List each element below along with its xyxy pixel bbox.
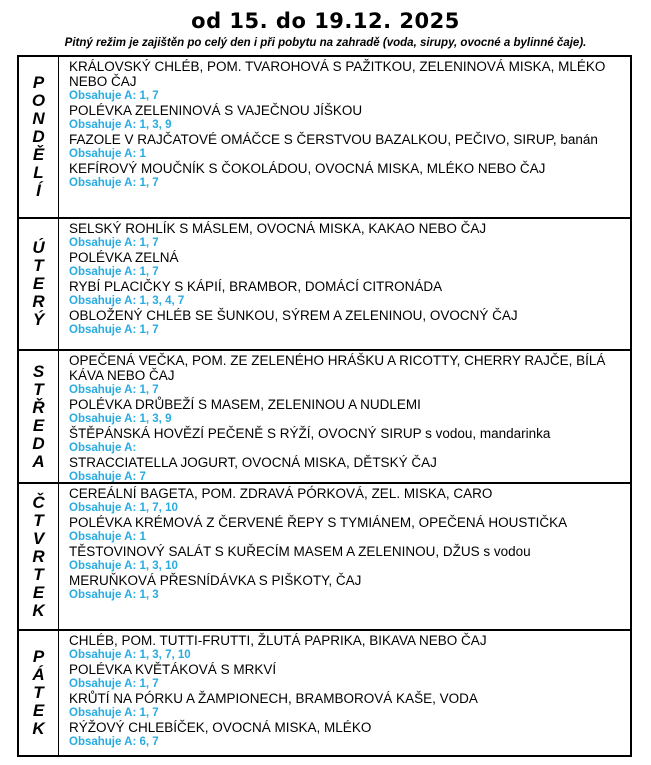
meal-item: POLÉVKA KRÉMOVÁ Z ČERVENÉ ŘEPY S TYMIÁNEM, OPEČENÁ HOUSTIČKA bbox=[69, 515, 568, 530]
allergen-note: Obsahuje A: 1, 7 bbox=[69, 266, 159, 278]
day-letter: K bbox=[32, 600, 45, 620]
day-label-patek bbox=[19, 631, 59, 755]
meals-pondeli bbox=[59, 57, 630, 217]
day-letter: D bbox=[32, 433, 45, 453]
drinks-regime-note: Pitný režim je zajištěn po celý den i při pobytu na zahradě (voda, sirupy, ovocné a bylinné čaje). bbox=[64, 37, 587, 49]
meal-item: FAZOLE V RAJČATOVÉ OMÁČCE S ČERSTVOU BAZALKOU, PEČIVO, SIRUP, banán bbox=[69, 132, 598, 147]
day-letter: E bbox=[32, 274, 45, 293]
meal-item: POLÉVKA ZELENINOVÁ S VAJEČNOU JÍŠKOU bbox=[69, 103, 363, 118]
allergen-note: Obsahuje A: 1, 7 bbox=[69, 90, 159, 102]
meals-ctvrtek bbox=[59, 484, 630, 629]
day-label-utery bbox=[19, 219, 59, 349]
allergen-note: Obsahuje A: 1, 7 bbox=[69, 324, 159, 336]
meal-item: POLÉVKA ZELNÁ bbox=[69, 250, 179, 265]
day-row-patek bbox=[19, 629, 630, 755]
day-letter: P bbox=[32, 647, 45, 666]
day-letter: D bbox=[32, 127, 45, 146]
day-letter: N bbox=[32, 109, 45, 128]
meal-item: KEFÍROVÝ MOUČNÍK S ČOKOLÁDOU, OVOCNÁ MISKA, MLÉKO NEBO ČAJ bbox=[69, 161, 546, 176]
day-letter: Ý bbox=[32, 310, 45, 329]
allergen-note: Obsahuje A: 1, 7 bbox=[69, 177, 159, 189]
meal-item: STRACCIATELLA JOGURT, OVOCNÁ MISKA, DĚTSKÝ ČAJ bbox=[69, 455, 437, 470]
meal-item: OBLOŽENÝ CHLÉB SE ŠUNKOU, SÝREM A ZELENINOU, OVOCNÝ ČAJ bbox=[69, 308, 518, 323]
day-letter: Í bbox=[36, 181, 41, 200]
day-letter: L bbox=[33, 163, 44, 182]
allergen-note: Obsahuje A: 1, 3, 9 bbox=[69, 413, 172, 425]
day-letter: P bbox=[32, 73, 45, 92]
day-letter: T bbox=[33, 683, 44, 702]
allergen-note: Obsahuje A: 1, 7 bbox=[69, 237, 159, 249]
day-letter: T bbox=[33, 564, 44, 584]
allergen-note: Obsahuje A: 1, 3, 9 bbox=[69, 119, 172, 131]
day-letter: E bbox=[32, 415, 45, 435]
day-letter: R bbox=[32, 546, 45, 566]
day-label-ctvrtek bbox=[19, 484, 59, 629]
allergen-note: Obsahuje A: 1 bbox=[69, 531, 146, 543]
day-letter: V bbox=[32, 528, 45, 548]
meal-item: OPEČENÁ VEČKA, POM. ZE ZELENÉHO HRÁŠKU A RICOTTY, CHERRY RAJČE, BÍLÁ KÁVA NEBO ČAJ bbox=[69, 353, 606, 383]
day-letter: T bbox=[33, 510, 44, 530]
day-row-ctvrtek bbox=[19, 482, 630, 629]
allergen-note: Obsahuje A: 1, 7 bbox=[69, 678, 159, 690]
meal-item: KRÁLOVSKÝ CHLÉB, POM. TVAROHOVÁ S PAŽITKOU, ZELENINOVÁ MISKA, MLÉKO NEBO ČAJ bbox=[69, 59, 606, 89]
meal-item: MERUŇKOVÁ PŘESNÍDÁVKA S PIŠKOTY, ČAJ bbox=[69, 573, 362, 588]
day-letter: R bbox=[32, 292, 45, 311]
day-row-pondeli bbox=[19, 57, 630, 217]
meal-item: TĚSTOVINOVÝ SALÁT S KUŘECÍM MASEM A ZELENINOU, DŽUS s vodou bbox=[69, 544, 531, 559]
meals-utery bbox=[59, 219, 630, 349]
meals-streda bbox=[59, 351, 630, 482]
day-letter: O bbox=[31, 91, 46, 110]
day-label-streda bbox=[19, 351, 59, 482]
day-row-utery bbox=[19, 217, 630, 349]
meals-patek bbox=[59, 631, 630, 755]
day-letter: S bbox=[32, 361, 45, 381]
meal-item: SELSKÝ ROHLÍK S MÁSLEM, OVOCNÁ MISKA, KAKAO NEBO ČAJ bbox=[69, 221, 487, 236]
day-letter: T bbox=[33, 379, 44, 399]
meal-item: ŠTĚPÁNSKÁ HOVĚZÍ PEČENĚ S RÝŽÍ, OVOCNÝ SIRUP s vodou, mandarinka bbox=[69, 426, 551, 441]
allergen-note: Obsahuje A: 1 bbox=[69, 148, 146, 160]
day-letter: E bbox=[32, 582, 45, 602]
day-letter: K bbox=[32, 719, 45, 738]
meal-item: POLÉVKA KVĚTÁKOVÁ S MRKVÍ bbox=[69, 662, 277, 677]
day-letter: Č bbox=[32, 492, 45, 512]
meal-item: RÝŽOVÝ CHLEBÍČEK, OVOCNÁ MISKA, MLÉKO bbox=[69, 720, 372, 735]
allergen-note: Obsahuje A: 1, 7 bbox=[69, 384, 159, 396]
allergen-note: Obsahuje A: 1, 7 bbox=[69, 707, 159, 719]
day-letter: Ú bbox=[32, 238, 45, 257]
day-letter: Á bbox=[32, 665, 45, 684]
meal-item: POLÉVKA DRŮBEŽÍ S MASEM, ZELENINOU A NUDLEMI bbox=[69, 397, 421, 412]
day-letter: A bbox=[32, 451, 45, 471]
day-letter: Ř bbox=[32, 397, 45, 417]
allergen-note: Obsahuje A: 7 bbox=[69, 471, 146, 482]
day-letter: T bbox=[33, 256, 44, 275]
allergen-note: Obsahuje A: bbox=[69, 442, 137, 454]
day-row-streda bbox=[19, 349, 630, 482]
meal-item: CHLÉB, POM. TUTTI-FRUTTI, ŽLUTÁ PAPRIKA, BIKAVA NEBO ČAJ bbox=[69, 633, 487, 648]
allergen-note: Obsahuje A: 1, 3, 7, 10 bbox=[69, 649, 191, 661]
allergen-note: Obsahuje A: 6, 7 bbox=[69, 736, 159, 748]
meal-item: KRŮTÍ NA PÓRKU A ŽAMPIONECH, BRAMBOROVÁ KAŠE, VODA bbox=[69, 691, 478, 706]
meal-item: RYBÍ PLACIČKY S KÁPIÍ, BRAMBOR, DOMÁCÍ CITRONÁDA bbox=[69, 279, 443, 294]
meal-item: CEREÁLNÍ BAGETA, POM. ZDRAVÁ PÓRKOVÁ, ZEL. MISKA, CARO bbox=[69, 486, 493, 501]
allergen-note: Obsahuje A: 1, 3 bbox=[69, 589, 159, 601]
day-letter: E bbox=[32, 701, 45, 720]
weekly-menu-table bbox=[17, 55, 632, 757]
allergen-note: Obsahuje A: 1, 3, 4, 7 bbox=[69, 295, 185, 307]
allergen-note: Obsahuje A: 1, 3, 10 bbox=[69, 560, 178, 572]
page-title: od 15. do 19.12. 2025 bbox=[191, 9, 460, 33]
day-label-pondeli bbox=[19, 57, 59, 217]
allergen-note: Obsahuje A: 1, 7, 10 bbox=[69, 502, 178, 514]
day-letter: Ě bbox=[32, 145, 45, 164]
